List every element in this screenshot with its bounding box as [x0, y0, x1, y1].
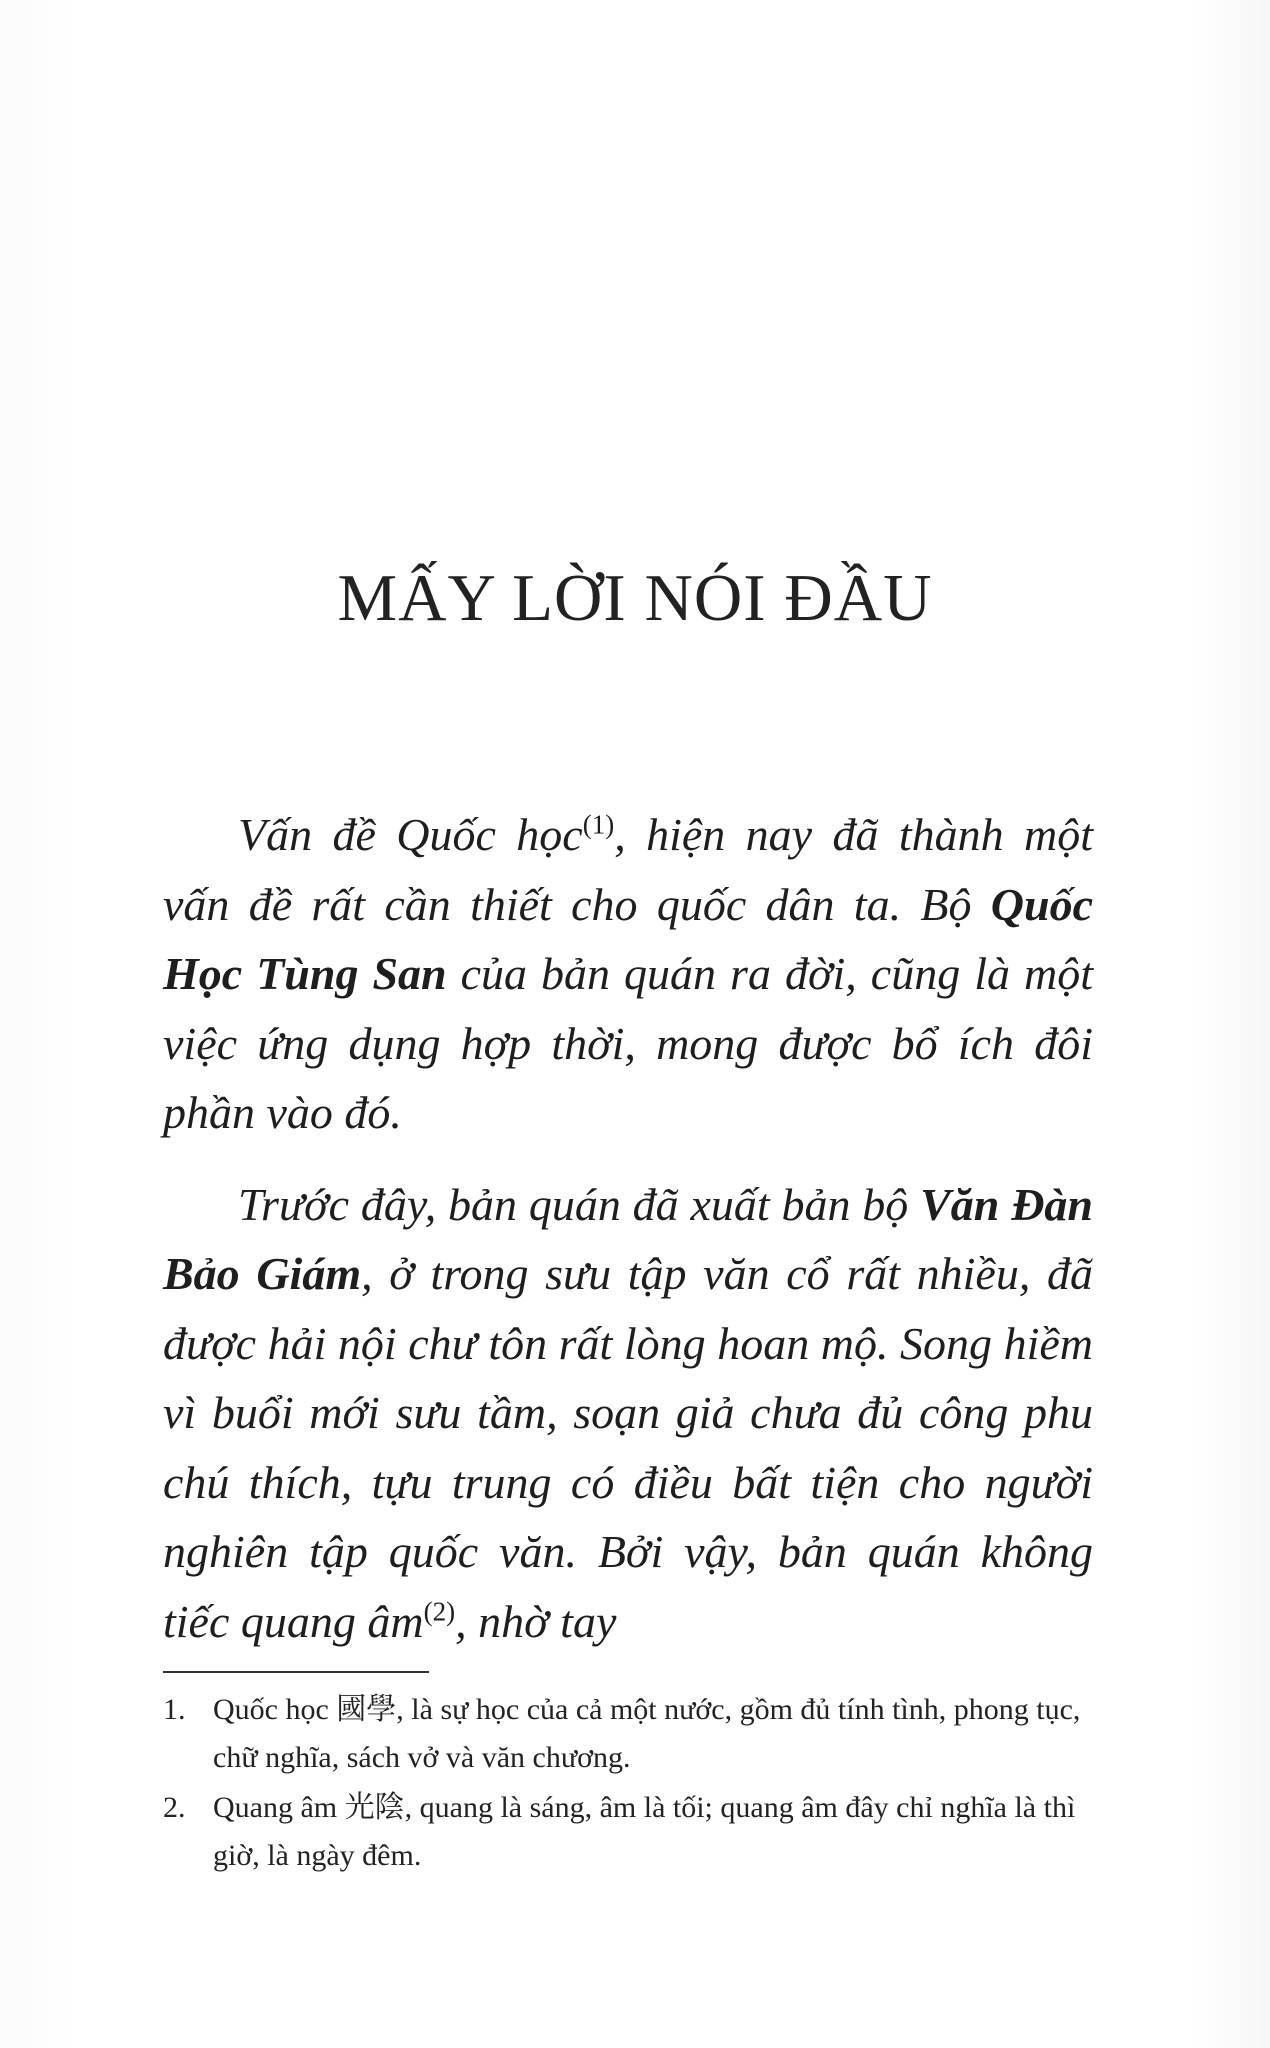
footnote-divider	[163, 1671, 429, 1673]
paragraph-2-text-c: , nhờ tay	[455, 1595, 617, 1647]
footnotes	[163, 1686, 1093, 1882]
footnote-2	[163, 1784, 1093, 1880]
paragraph-2-text-a: Trước đây, bản quán đã xuất bản bộ	[238, 1178, 921, 1230]
footnote-1-number: 1.	[163, 1693, 186, 1726]
footnote-1	[163, 1686, 1093, 1782]
page-title: MẤY LỜI NÓI ĐẦU	[337, 561, 933, 635]
body-text	[163, 800, 1093, 1678]
footnote-2-number: 2.	[163, 1791, 186, 1824]
footnote-1-text: Quốc học 國學, là sự học của cả một nước, gồm đủ tính tình, phong tục, chữ nghĩa, sách vở và văn chương.	[213, 1693, 1081, 1774]
book-title: Văn Đàn Bảo Giám	[163, 1178, 1093, 1299]
footnote-marker-1: (1)	[582, 809, 615, 840]
paragraph-1-text-a: Vấn đề Quốc học	[238, 809, 583, 860]
footnote-2-text: Quang âm 光陰, quang là sáng, âm là tối; quang âm đây chỉ nghĩa là thì giờ, là ngày đêm.	[213, 1791, 1076, 1872]
paragraph-2-text-b: , ở trong sưu tập văn cổ rất nhiều, đã được hải nội chư tôn rất lòng hoan mộ. Song hiềm vì buổi mới sưu tầm, soạn giả chưa đủ công phu chú thích, tựu trung có điều bất tiện cho người nghiên tập quốc văn. Bởi vậy, bản quán không tiếc quang âm	[163, 1248, 1093, 1647]
paragraph-2	[163, 1170, 1093, 1657]
paragraph-1-text-b: , hiện nay đã thành một vấn đề rất cần thiết cho quốc dân ta. Bộ	[163, 809, 1093, 930]
paragraph-1-text-c: của bản quán ra đời, cũng là một việc ứng dụng hợp thời, mong được bổ ích đôi phần vào đó.	[163, 948, 1093, 1138]
paragraph-1	[163, 800, 1093, 1148]
series-title: Quốc Học Tùng San	[163, 878, 1093, 999]
footnote-marker-2: (2)	[423, 1596, 456, 1627]
